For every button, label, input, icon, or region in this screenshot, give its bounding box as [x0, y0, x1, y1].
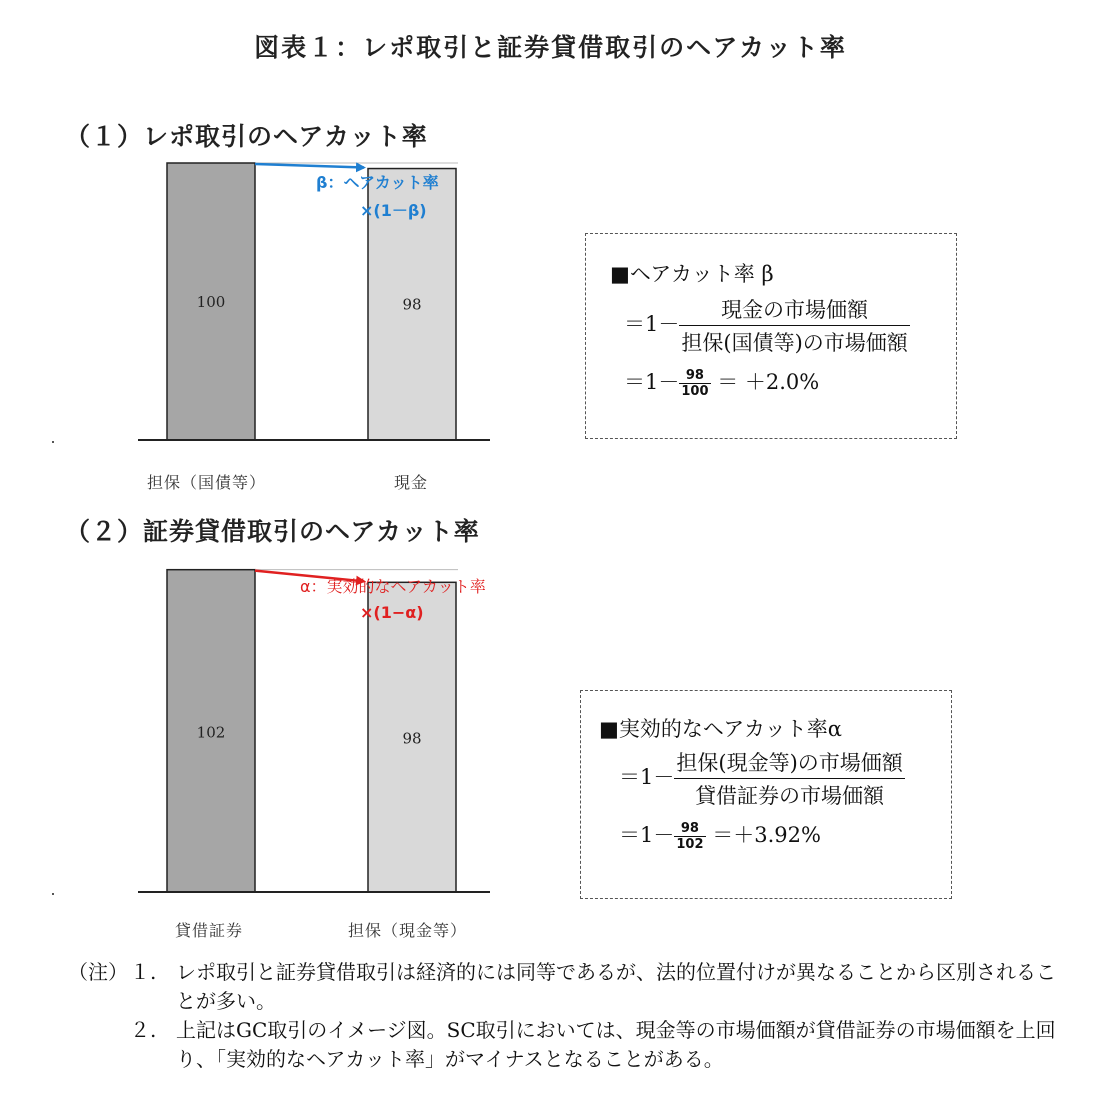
formula-numerator: 担保(現金等)の市場価額 [674, 747, 904, 779]
notes [68, 958, 1068, 1074]
chart2-category-lent-securities: 貸借証券 [175, 921, 244, 940]
result-numerator: 98 [674, 821, 705, 837]
result-numerator: 98 [679, 368, 710, 384]
formula-fraction [679, 294, 909, 357]
haircut-arrow [255, 164, 364, 168]
note-text: レポ取引と証券貸借取引は経済的には同等であるが、法的位置付けが異なることから区別されることが多い。 [176, 960, 1056, 1013]
formula-header: ■実効的なヘアカット率α [599, 717, 842, 741]
formula-equation [619, 747, 905, 810]
formula-box-haircut [585, 233, 957, 439]
annotation-multiplier: ×(1－β) [360, 201, 427, 220]
bar-value-label: 98 [402, 295, 422, 314]
bar-value-label: 98 [402, 729, 422, 748]
formula-prefix: ＝1－ [619, 765, 675, 789]
annotation-multiplier: ×(1−α) [360, 603, 424, 622]
notes-label: （注） [68, 960, 128, 984]
annotation-rate: β：ヘアカット率 [316, 173, 439, 192]
bar-value-label: 100 [196, 293, 226, 312]
note-text: 上記はGC取引のイメージ図。SC取引においては、現金等の市場価額が貸借証券の市場価額を上回り、「実効的なヘアカット率」がマイナスとなることがある。 [176, 1018, 1056, 1071]
bar-value-label: 102 [196, 723, 226, 742]
note-number: １. [130, 960, 157, 984]
formula-box-effective-haircut [580, 690, 952, 899]
formula-result [624, 366, 819, 399]
result-denominator: 102 [676, 837, 704, 852]
result-prefix: ＝1－ [619, 823, 675, 847]
formula-prefix: ＝1－ [624, 312, 680, 336]
note-item [68, 1016, 1068, 1074]
chart2-category-collateral-cash: 担保（現金等） [348, 921, 468, 940]
chart1-category-collateral: 担保（国債等） [147, 473, 267, 492]
formula-numerator: 現金の市場価額 [679, 294, 909, 326]
formula-fraction [674, 747, 904, 810]
axis-tick [52, 441, 54, 443]
section1-heading: （１）レポ取引のヘアカット率 [65, 122, 428, 151]
chart1-category-cash: 現金 [394, 473, 429, 492]
annotation-rate: α：実効的なヘアカット率 [300, 577, 486, 596]
axis-tick [52, 893, 54, 895]
section2-heading: （２）証券貸借取引のヘアカット率 [65, 517, 480, 546]
formula-equation [624, 294, 910, 357]
formula-denominator: 担保(国債等)の市場価額 [681, 331, 908, 355]
note-item [68, 958, 1068, 1016]
result-value: ＝ ＋2.0% [717, 370, 820, 394]
page-title: 図表１：レポ取引と証券貸借取引のヘアカット率 [254, 33, 847, 62]
result-value: ＝＋3.92% [712, 823, 821, 847]
result-denominator: 100 [681, 384, 709, 399]
formula-denominator: 貸借証券の市場価額 [695, 784, 885, 808]
result-fraction [679, 368, 710, 399]
chart-repo-haircut [0, 150, 560, 450]
result-prefix: ＝1－ [624, 370, 680, 394]
note-number: ２. [130, 1018, 157, 1042]
formula-result [619, 819, 821, 852]
formula-header: ■ヘアカット率 β [610, 262, 774, 286]
chart-securities-lending-haircut [0, 552, 560, 902]
result-fraction [674, 821, 705, 852]
